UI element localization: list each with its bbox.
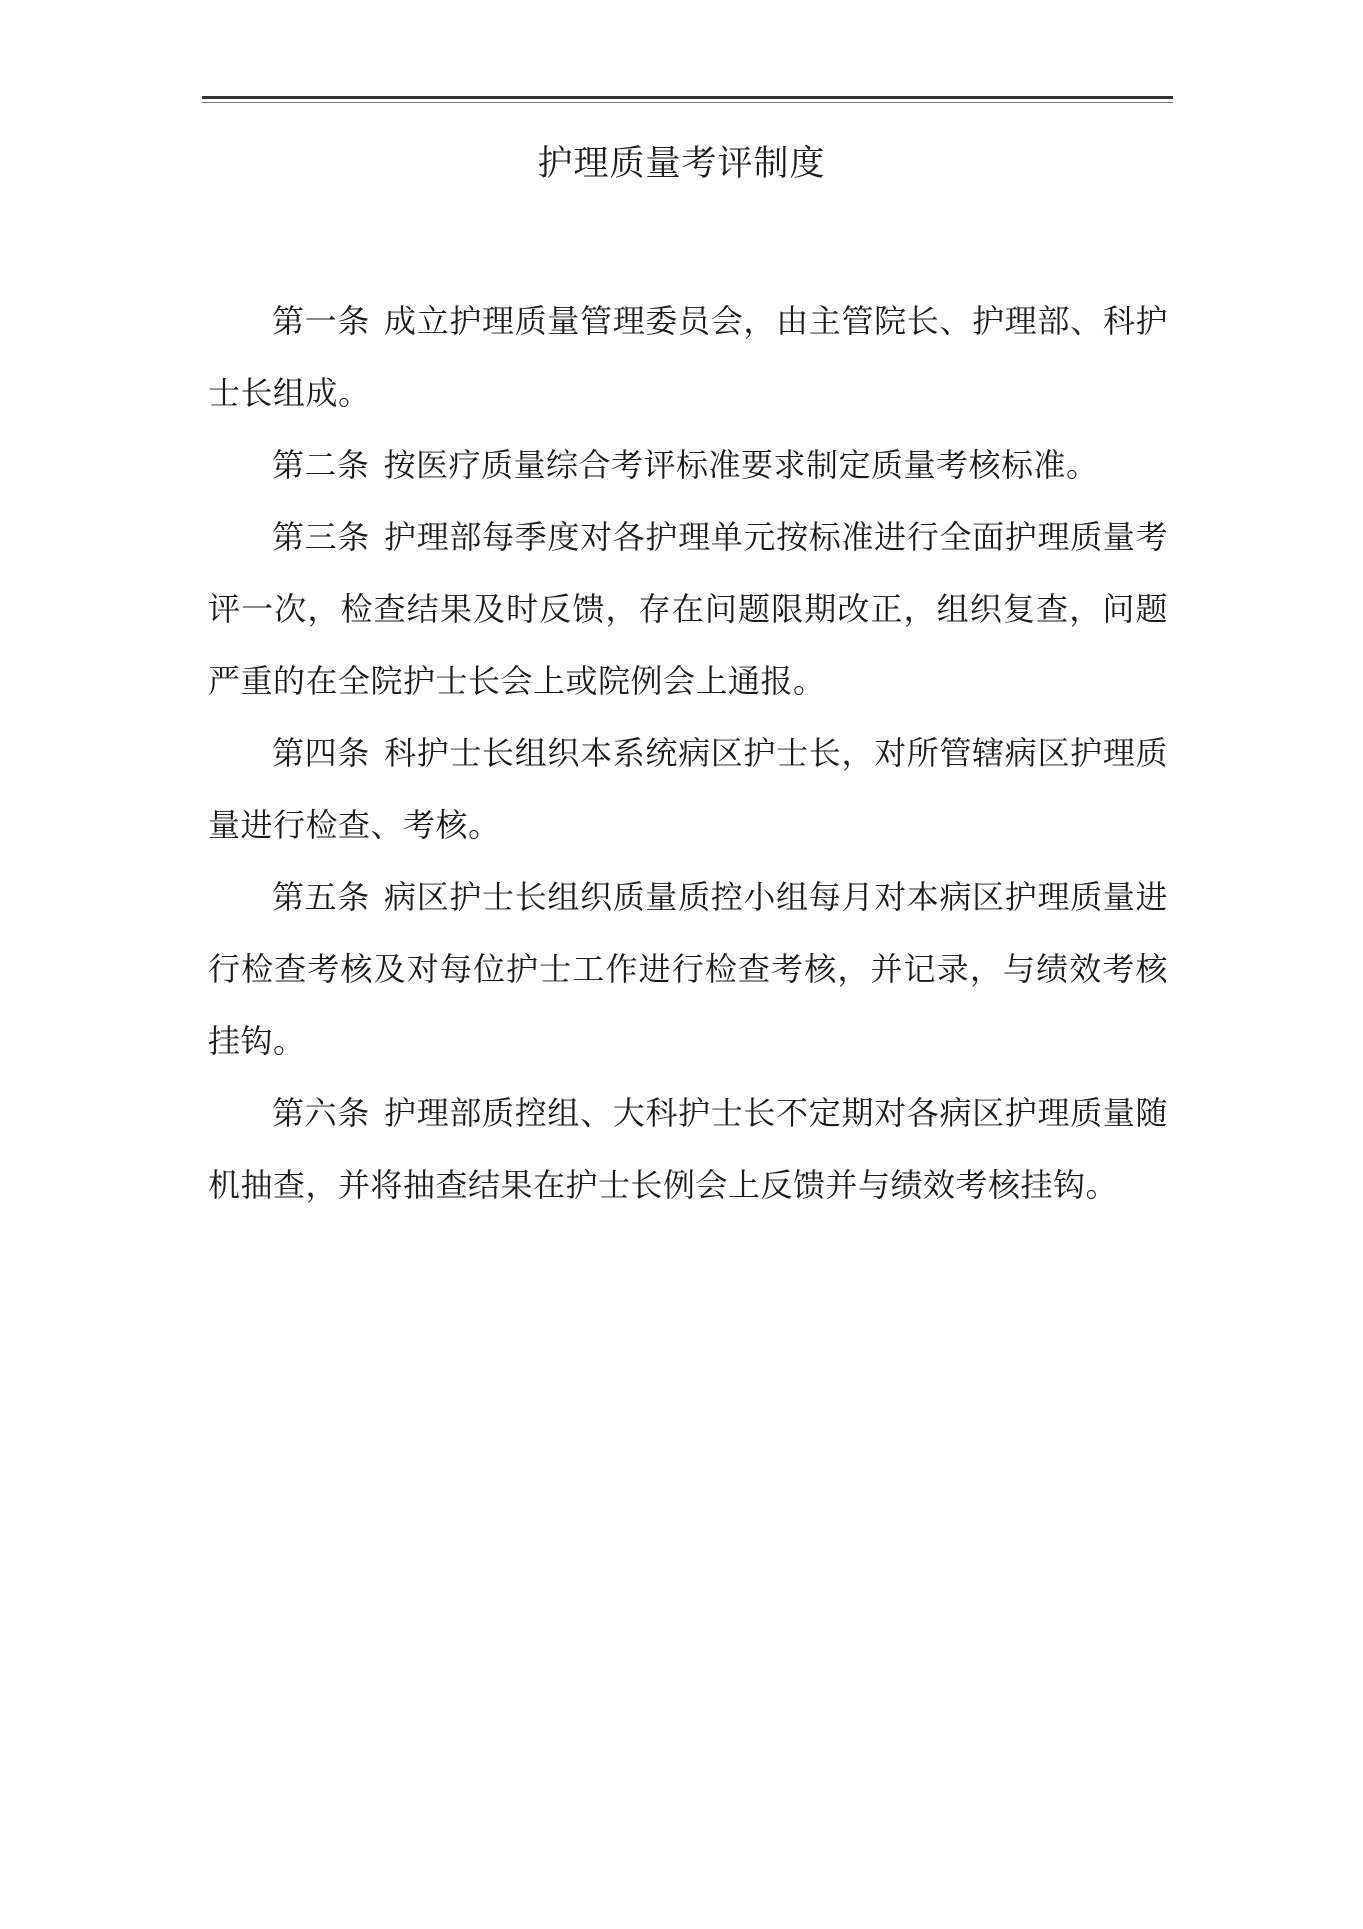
article-number: 第一条 (272, 302, 371, 340)
article-2 (208, 429, 1168, 501)
article-6 (208, 1077, 1168, 1221)
article-3 (208, 501, 1168, 717)
article-4 (208, 717, 1168, 861)
article-number: 第四条 (272, 734, 371, 772)
article-text: 按医疗质量综合考评标准要求制定质量考核标准。 (383, 446, 1099, 484)
article-1 (208, 285, 1168, 429)
article-number: 第六条 (272, 1094, 371, 1132)
article-text: 护理部每季度对各护理单元按标准进行全面护理质量考评一次，检查结果及时反馈，存在问题限期改正，组织复查，问题严重的在全院护士长会上或院例会上通报。 (208, 518, 1168, 700)
article-text: 护理部质控组、大科护士长不定期对各病区护理质量随机抽查，并将抽查结果在护士长例会上反馈并与绩效考核挂钩。 (208, 1094, 1168, 1204)
article-number: 第五条 (272, 878, 371, 916)
article-text: 科护士长组织本系统病区护士长，对所管辖病区护理质量进行检查、考核。 (208, 734, 1168, 844)
article-list (208, 285, 1168, 1221)
article-text: 成立护理质量管理委员会，由主管院长、护理部、科护士长组成。 (208, 302, 1168, 412)
document-title: 护理质量考评制度 (537, 144, 826, 184)
header-rule (202, 96, 1173, 103)
article-number: 第三条 (272, 518, 371, 556)
article-text: 病区护士长组织质量质控小组每月对本病区护理质量进行检查考核及对每位护士工作进行检查考核，并记录，与绩效考核挂钩。 (208, 878, 1168, 1060)
article-number: 第二条 (272, 446, 370, 484)
article-5 (208, 861, 1168, 1077)
